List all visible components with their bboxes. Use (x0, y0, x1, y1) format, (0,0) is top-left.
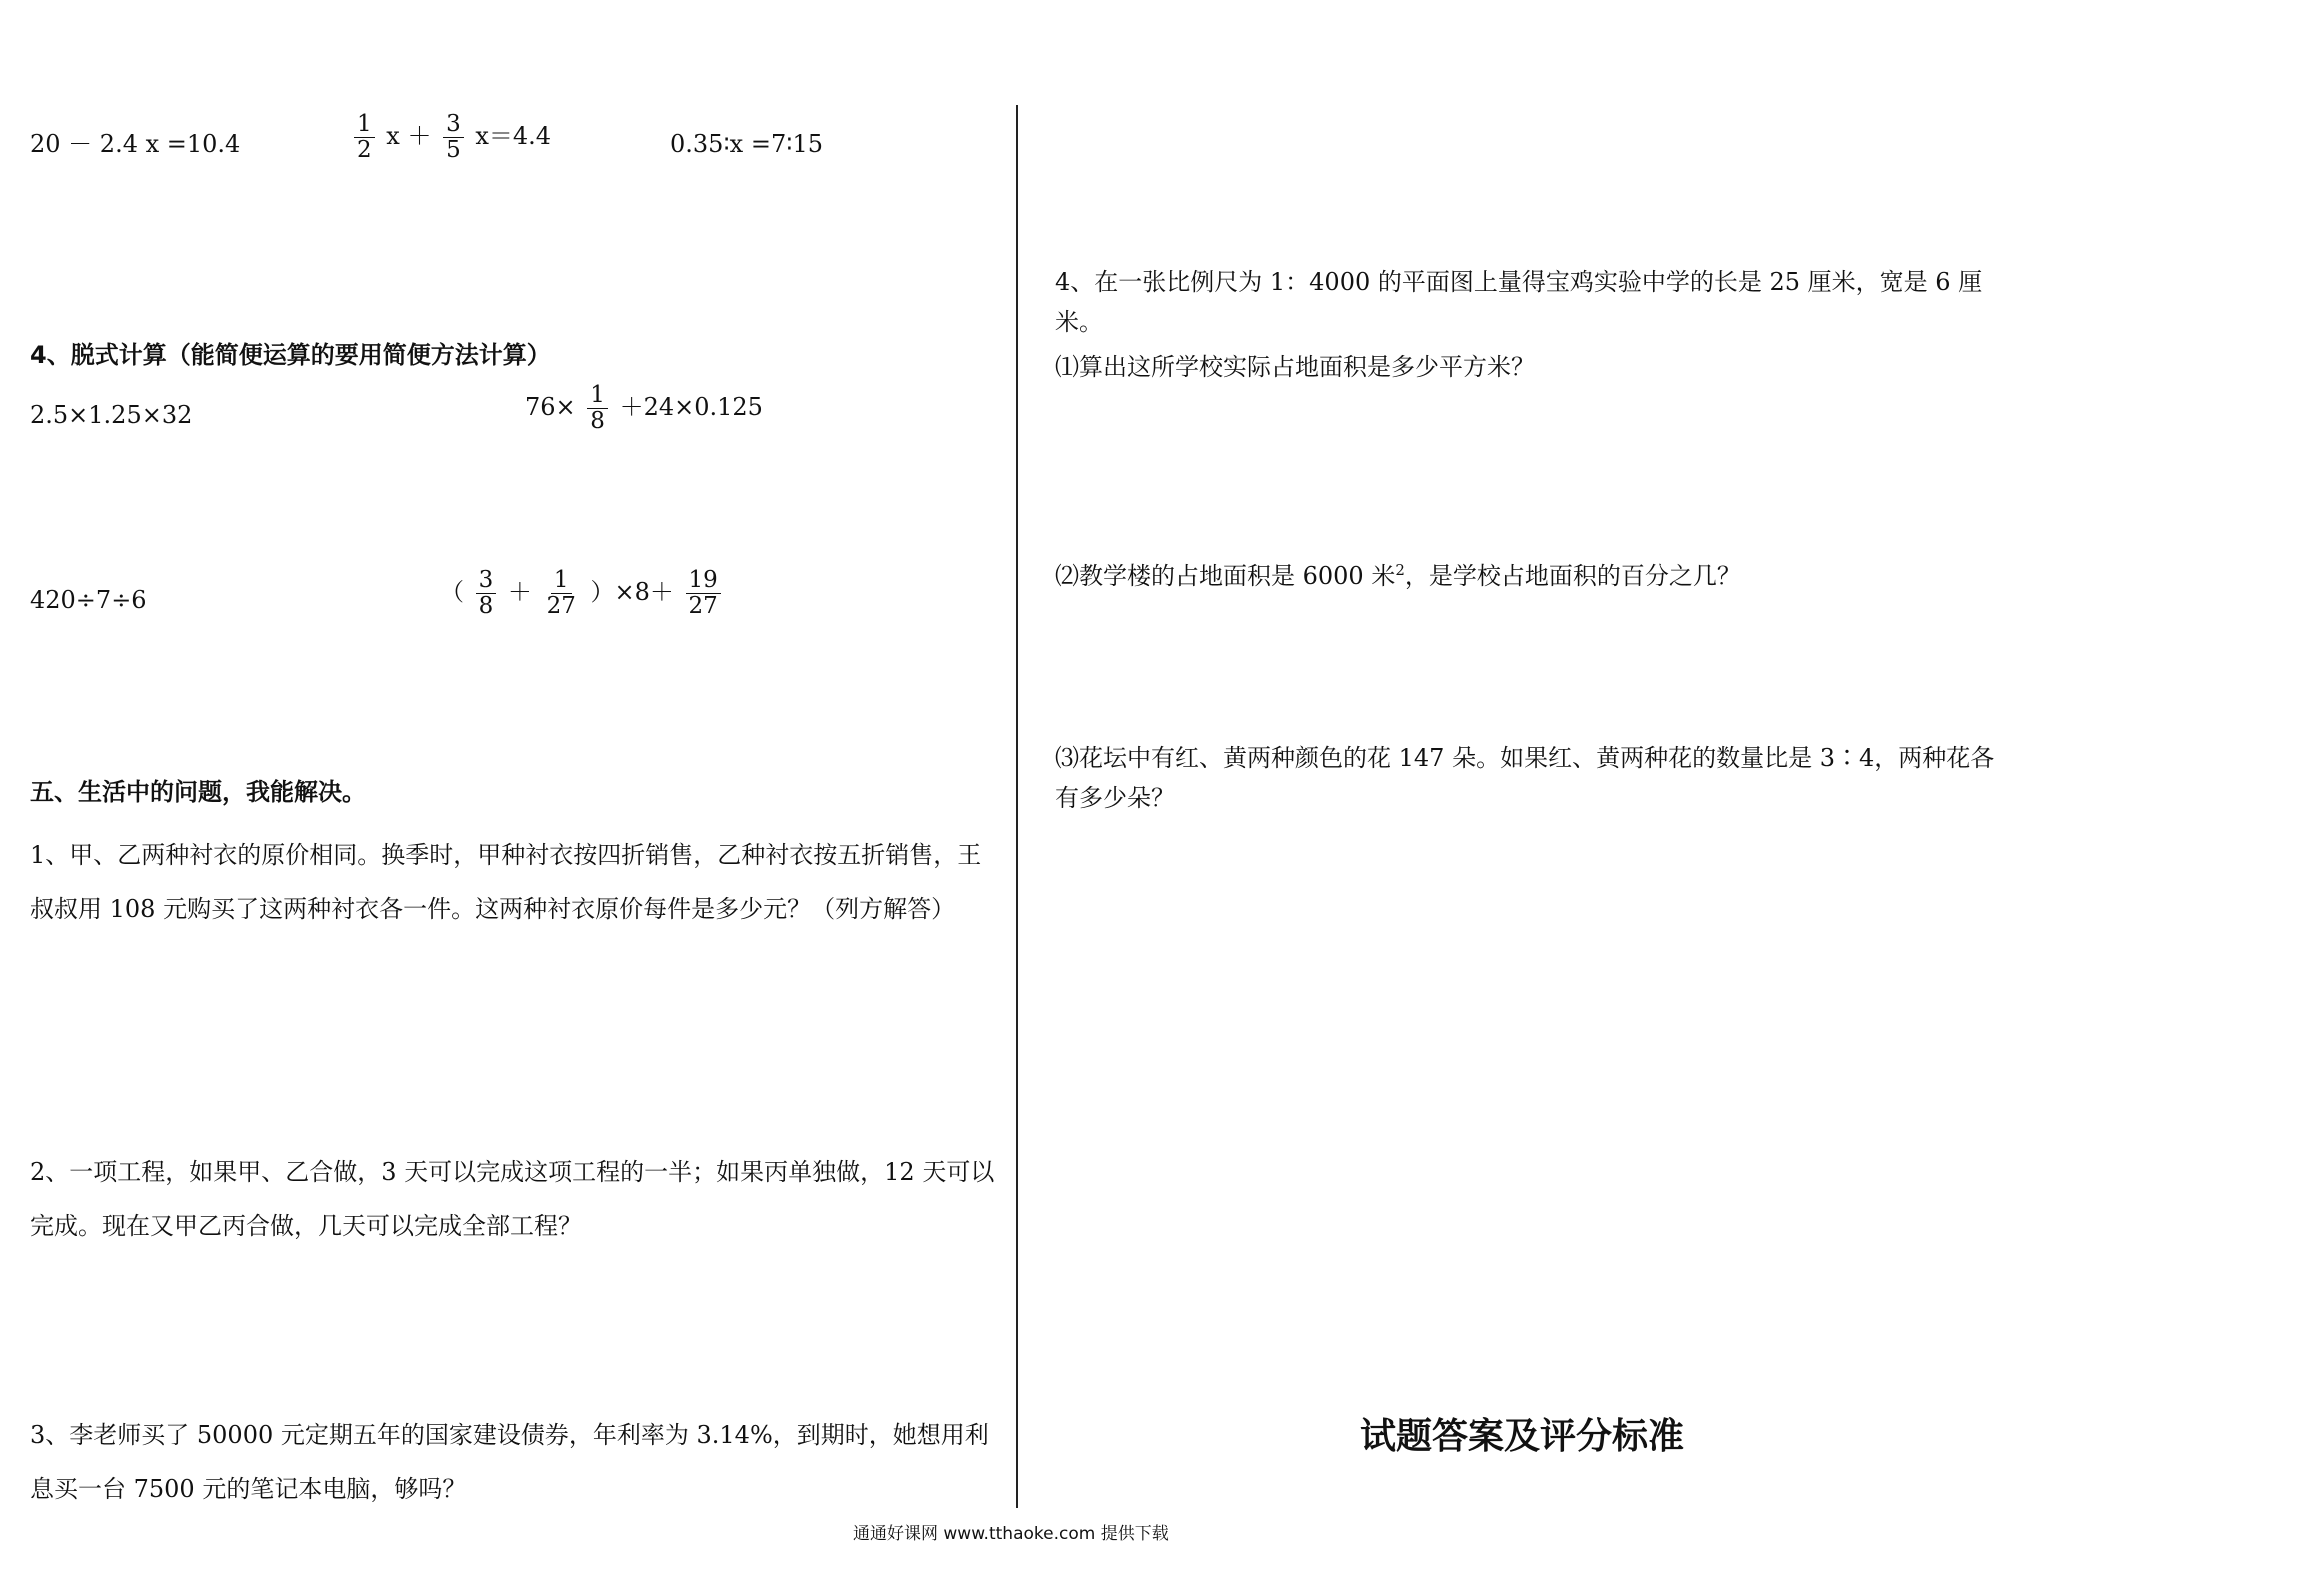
question-4: 4、在一张比例尺为 1：4000 的平面图上量得宝鸡实验中学的长是 25 厘米，宽是 6 厘米。 (1055, 268, 1983, 336)
question-4-part-1: ⑴算出这所学校实际占地面积是多少平方米？ (1055, 353, 1535, 381)
fraction-nineteen-27ths: $\frac{19}{27}$ (686, 568, 721, 619)
calc-3: 420÷7÷6 (30, 586, 147, 614)
equation-1: 20 － 2.4 x =10.4 (30, 130, 241, 158)
superscript-2: 2 (1395, 561, 1405, 579)
equation-2: $\frac{1}{2}$ x ＋ $\frac{3}{5}$ x＝4.4 (350, 112, 551, 163)
section-4-title: 4、脱式计算（能简便运算的要用简便方法计算） (30, 341, 551, 369)
fraction-three-eighths: $\frac{3}{8}$ (476, 568, 497, 619)
question-1: 1、甲、乙两种衬衣的原价相同。换季时，甲种衬衣按四折销售，乙种衬衣按五折销售，王叔叔用 108 元购买了这两种衬衣各一件。这两种衬衣原价每件是多少元？（列方解答） (30, 841, 982, 923)
calc-1: 2.5×1.25×32 (30, 401, 193, 429)
column-divider (1016, 105, 1018, 1508)
fraction-one-half: $\frac{1}{2}$ (354, 112, 375, 163)
page-footer: 通通好课网 www.tthaoke.com 提供下载 (853, 1524, 1169, 1544)
section-5-title: 五、生活中的问题，我能解决。 (30, 778, 366, 806)
calc-2: 76× $\frac{1}{8}$ ＋24×0.125 (525, 382, 763, 434)
question-4-part-2: ⑵教学楼的占地面积是 6000 米$^2$，是学校占地面积的百分之几？ (1055, 561, 1741, 590)
question-3: 3、李老师买了 50000 元定期五年的国家建设债券，年利率为 3.14%，到期时，她想用利息买一台 7500 元的笔记本电脑，够吗？ (30, 1421, 989, 1503)
fraction-one-eighth: $\frac{1}{8}$ (587, 383, 608, 434)
question-2: 2、一项工程，如果甲、乙合做，3 天可以完成这项工程的一半；如果丙单独做，12 天可以完成。现在又甲乙丙合做，几天可以完成全部工程？ (30, 1158, 995, 1240)
calc-4: （ $\frac{3}{8}$ ＋ $\frac{1}{27}$ ）×8＋ $\frac{19}{27}$ (440, 568, 725, 619)
question-4-part-3: ⑶花坛中有红、黄两种颜色的花 147 朵。如果红、黄两种花的数量比是 3∶4，两种花各有多少朵？ (1055, 744, 1995, 812)
equation-3: 0.35∶x =7∶15 (670, 130, 824, 158)
fraction-one-27th: $\frac{1}{27}$ (546, 567, 576, 619)
fraction-three-fifths: $\frac{3}{5}$ (443, 112, 464, 163)
answer-section-title: 试题答案及评分标准 (1360, 1415, 1685, 1457)
